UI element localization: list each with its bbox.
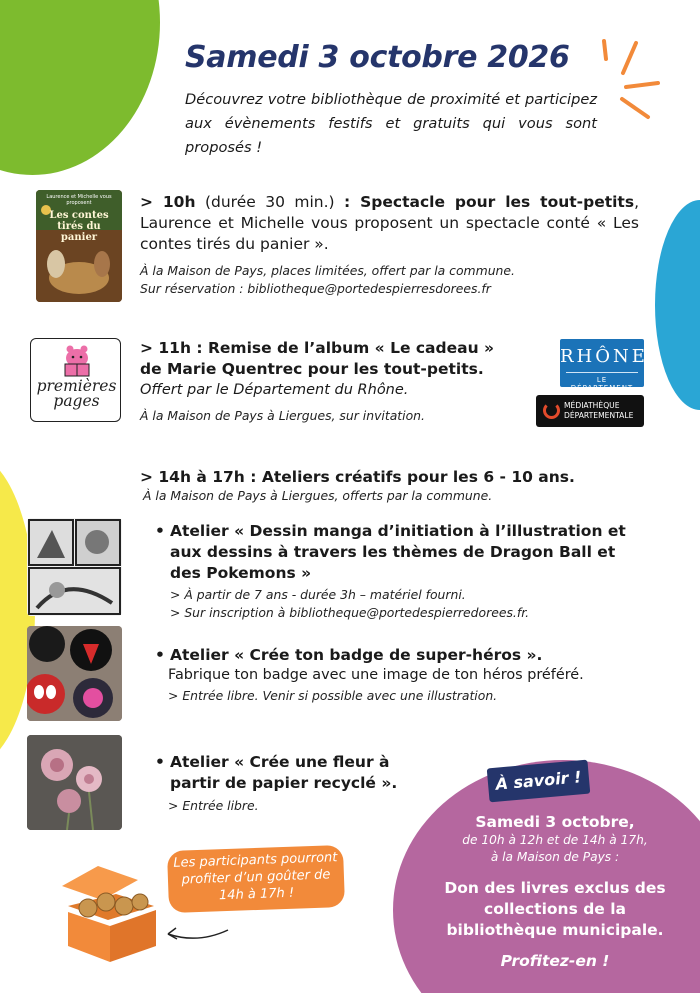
a-savoir-tag: À savoir ! [487, 760, 591, 803]
mediatheque-departementale-logo [536, 395, 644, 427]
event2-offered: Offert par le Département du Rhône. [140, 382, 409, 398]
mediatheque-line2: DÉPARTEMENTALE [564, 411, 634, 420]
savoir-place: à la Maison de Pays : [490, 850, 620, 864]
event2-text [140, 338, 540, 401]
intro-text: Découvrez votre bibliothèque de proximité et participez aux évènements festifs et gratuits qui vous sont proposés ! [185, 91, 597, 156]
atelier-badge-note: > Entrée libre. Venir si possible avec une illustration. [168, 688, 498, 703]
blue-decor-blob [655, 200, 700, 410]
book-cover-authors: Laurence et Michelle vous proposent [46, 194, 112, 206]
savoir-hours: de 10h à 12h et de 14h à 17h, [462, 833, 648, 847]
page-title: Samedi 3 octobre 2026 [185, 40, 570, 75]
event1-title: : Spectacle pour les tout-petits [344, 193, 635, 211]
paper-flowers-image [27, 735, 122, 830]
event2-note: À la Maison de Pays à Liergues, sur invitation. [140, 408, 425, 423]
atelier-badge-desc: Fabrique ton badge avec une image de ton héros préféré. [168, 667, 584, 683]
event2-title-line2: de Marie Quentrec pour les tout-petits. [140, 360, 484, 378]
manga-drawing-image [27, 518, 122, 616]
atelier-manga-notes [170, 586, 650, 622]
sparkle-lines-icon [596, 37, 666, 127]
rhone-logo-name: RHÔNE [560, 346, 648, 367]
book-cover-title: Les contes tirés du panier [49, 210, 109, 243]
a-savoir-content [410, 812, 700, 972]
atelier-manga-note1: > À partir de 7 ans - durée 3h – matériel fourni. [170, 587, 466, 602]
gouter-text: Les participants pourront profiter d’un goûter de 14h à 17h ! [173, 850, 338, 904]
green-decor-blob [0, 0, 160, 175]
mediatheque-icon [543, 402, 560, 419]
savoir-date: Samedi 3 octobre, [475, 813, 635, 831]
event1-duration: (durée 30 min.) [195, 193, 345, 211]
atelier-manga-title: • Atelier « Dessin manga d’initiation à l’illustration et aux dessins à travers les thèmes de Dragon Ball et des Pokemons » [170, 521, 650, 584]
superhero-badges-image [27, 626, 122, 721]
event3-title: > 14h à 17h : Ateliers créatifs pour les 6 - 10 ans. [140, 468, 575, 486]
atelier-fleur-title: • Atelier « Crée une fleur à partir de papier recyclé ». [170, 752, 430, 794]
book-cover-image [36, 190, 122, 302]
event1-desc: , Laurence et Michelle vous proposent un spectacle conté « Les contes tirés du panier ». [140, 193, 640, 253]
mediatheque-line1: MÉDIATHÈQUE [564, 401, 620, 410]
atelier-fleur-note: > Entrée libre. [168, 798, 259, 813]
event1-text [140, 192, 639, 255]
premieres-pages-text: premières pages [36, 377, 117, 410]
event1-time: > 10h [140, 193, 196, 211]
premieres-pages-logo [30, 338, 121, 422]
reading-character-icon [61, 345, 93, 377]
atelier-badge-title: • Atelier « Crée ton badge de super-héros ». [170, 645, 650, 666]
event2-title-line1: > 11h : Remise de l’album « Le cadeau » [140, 339, 495, 357]
event3-note: À la Maison de Pays à Liergues, offerts par la commune. [143, 488, 493, 503]
rhone-departement-logo [560, 339, 648, 392]
rhone-logo-subtitle: LE DÉPARTEMENT [566, 372, 638, 392]
event1-note-line1: À la Maison de Pays, places limitées, offert par la commune. [140, 263, 515, 278]
atelier-manga-note2: > Sur inscription à bibliotheque@portedespierredorees.fr. [170, 605, 530, 620]
savoir-cta: Profitez-en ! [500, 952, 610, 970]
cookie-box-icon [58, 858, 248, 968]
mediatheque-logo-text [564, 401, 642, 421]
savoir-don: Don des livres exclus des collections de la bibliothèque municipale. [444, 879, 666, 939]
event1-note [140, 262, 639, 298]
event1-note-line2: Sur réservation : bibliotheque@portedespierresdorees.fr [140, 281, 491, 296]
